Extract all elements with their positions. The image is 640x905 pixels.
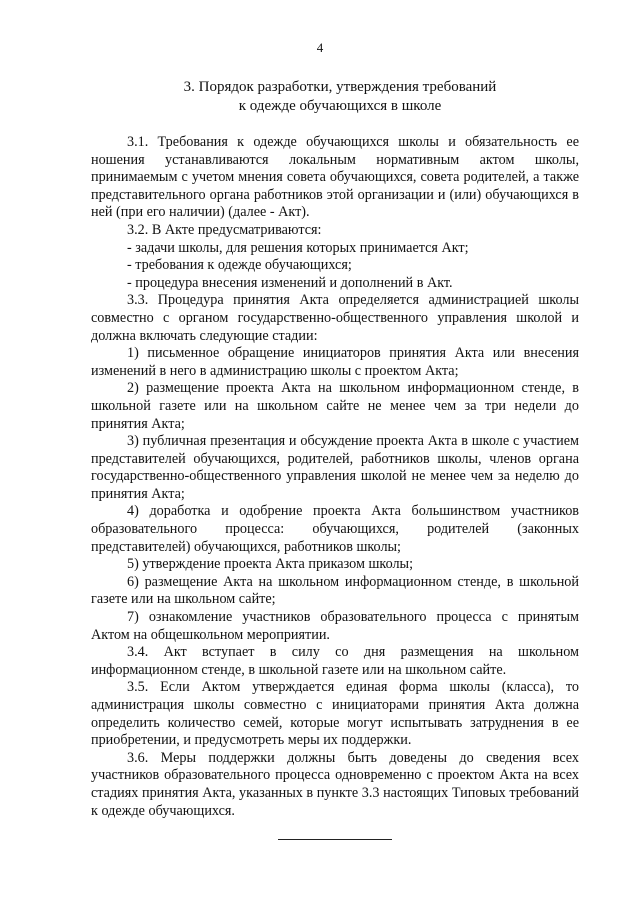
paragraph-3-3: 3.3. Процедура принятия Акта определяется администрацией школы совместно с органом государственно-общественного управления школой и должна включать следующие стадии:	[91, 292, 579, 344]
section-heading-line-1: 3. Порядок разработки, утверждения требований	[183, 79, 497, 95]
stage-item: 4) доработка и одобрение проекта Акта большинством участников образовательного процесса: обучающихся, родителей (законных представителей) обучающихся, работников школы;	[91, 503, 579, 555]
paragraph-3-5: 3.5. Если Актом утверждается единая форма школы (класса), то администрация школы совместно с инициаторами принятия Акта должна определить количество семей, которые могут испытывать затруднения в ее приобретении, и предусмотреть меры их поддержки.	[91, 679, 579, 749]
stage-item: 7) ознакомление участников образовательного процесса с принятым Актом на общешкольном мероприятии.	[91, 609, 579, 643]
stage-item: 1) письменное обращение инициаторов принятия Акта или внесения изменений в него в администрацию школы с проектом Акта;	[91, 345, 579, 379]
paragraph-3-6: 3.6. Меры поддержки должны быть доведены до сведения всех участников образовательного процесса одновременно с проектом Акта на всех стадиях принятия Акта, указанных в пункте 3.3 настоящих Типовых требований к одежде обучающихся.	[91, 749, 579, 819]
paragraph-3-1: 3.1. Требования к одежде обучающихся школы и обязательность ее ношения устанавливаются локальным нормативным актом школы, принимаемым с учетом мнения совета обучающихся, совета родителей, а также представительного органа работников этой организации и (или) обучающихся в ней (при его наличии) (далее - Акт).	[91, 134, 579, 221]
paragraph-3-2: 3.2. В Акте предусматриваются:	[127, 221, 322, 238]
list-item: - процедура внесения изменений и дополнений в Акт.	[127, 274, 453, 291]
section-heading	[150, 78, 530, 116]
list-item: - задачи школы, для решения которых принимается Акт;	[127, 239, 469, 256]
list-item: - требования к одежде обучающихся;	[127, 257, 352, 274]
footer-divider	[278, 839, 392, 840]
stage-item: 6) размещение Акта на школьном информационном стенде, в школьной газете или на школьном сайте;	[91, 573, 579, 608]
stage-item: 2) размещение проекта Акта на школьном информационном стенде, в школьной газете или на школьном сайте не менее чем за три недели до принятия Акта;	[91, 380, 579, 432]
section-heading-line-2: к одежде обучающихся в школе	[238, 98, 442, 114]
stage-item: 5) утверждение проекта Акта приказом школы;	[127, 556, 414, 573]
paragraph-3-4: 3.4. Акт вступает в силу со дня размещения на школьном информационном стенде, в школьной газете или на школьном сайте.	[91, 644, 579, 678]
stage-item: 3) публичная презентация и обсуждение проекта Акта в школе с участием представителей обучающихся, родителей, работников школы, членов органа государственно-общественного управления школой не менее чем за неделю до принятия Акта;	[91, 433, 579, 502]
page-number: 4	[316, 40, 324, 55]
body-text	[91, 134, 579, 820]
